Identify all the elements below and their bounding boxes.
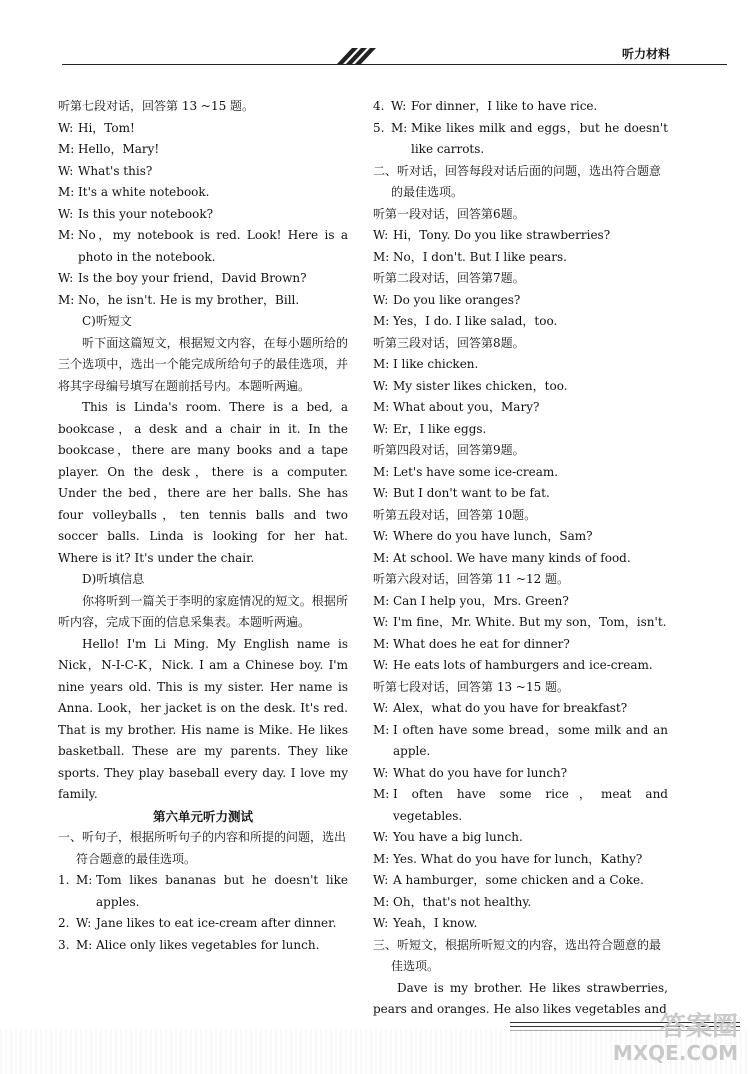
item-text: Jane likes to eat ice-cream after dinner.	[96, 916, 337, 930]
speaker-label: W:	[373, 421, 389, 436]
dialogue-text: What do you have for lunch?	[393, 765, 568, 780]
speaker-label: M:	[76, 873, 93, 887]
speaker-label: M:	[373, 357, 390, 371]
speaker-label: W:	[373, 292, 389, 307]
left-column	[58, 96, 348, 956]
dialogue-text: Hi，Tony. Do you like strawberries?	[393, 228, 611, 242]
dialogue-text: Hello，Mary!	[78, 142, 160, 156]
speaker-label: W:	[373, 830, 389, 844]
item-number: 3.	[58, 937, 70, 952]
paragraph: 你将听到一篇关于李明的家庭情况的短文。根据所听内容，完成下面的信息采集表。本题听两遍。	[58, 593, 348, 629]
dialogue-line	[58, 225, 348, 268]
speaker-label: W:	[373, 486, 389, 500]
right-column	[373, 96, 668, 1021]
numbered-item	[58, 870, 348, 913]
speaker-label: M:	[373, 636, 390, 651]
dialogue-line	[373, 225, 668, 247]
dialogue-line	[373, 892, 668, 914]
paragraph: Dave is my brother. He likes strawberries, pears and oranges. He also likes vegetables and	[373, 980, 668, 1016]
section-heading: 二、听对话，回答每段对话后面的问题，选出符合题意的最佳选项。	[373, 163, 662, 199]
speaker-label: M:	[373, 593, 390, 608]
speaker-label: W:	[391, 99, 407, 113]
speaker-label: M:	[373, 851, 390, 866]
section-instruction: 听第一段对话，回答第6题。	[373, 206, 525, 221]
page-section-title: 听力材料	[622, 47, 671, 61]
dialogue-line	[58, 204, 348, 226]
section-instruction: 听第三段对话，回答第8题。	[373, 335, 525, 350]
dialogue-text: I'm fine，Mr. White. But my son，Tom，isn't.	[393, 615, 667, 629]
dialogue-line	[373, 763, 668, 785]
dialogue-text: Where do you have lunch，Sam?	[393, 529, 593, 543]
dialogue-text: Hi，Tom!	[78, 120, 135, 135]
dialogue-text: Yes，I do. I like salad，too.	[393, 314, 558, 328]
section-instruction: 听第四段对话，回答第9题。	[373, 443, 525, 457]
item-number: 5.	[373, 120, 385, 135]
paragraph: Hello! I'm Li Ming. My English name is Nick，N-I-C-K，Nick. I am a Chinese boy. I'm nine years old. This is my sister. Her name is Anna. Look，her jacket is on the desk. It's red. That is my brother. His name is Mike. He likes basketball. These are my parents. They like sports. They play baseball every day. I love my family.	[58, 636, 348, 801]
watermark-logo	[613, 1014, 738, 1066]
speaker-label: M:	[58, 142, 75, 156]
item-text: Alice only likes vegetables for lunch.	[96, 937, 320, 952]
speaker-label: W:	[373, 529, 389, 543]
dialogue-line	[373, 548, 668, 570]
dialogue-line	[373, 419, 668, 441]
speaker-label: M:	[373, 787, 390, 801]
dialogue-line	[373, 397, 668, 419]
speaker-label: W:	[58, 206, 74, 221]
paragraph: This is Linda's room. There is a bed, a bookcase，a desk and a chair in it. In the bookcase，there are many books and a tape player. On the desk，there is a computer. Under the bed，there are her balls. She has four volleyballs，ten tennis balls and two soccer balls. Linda is looking for her hat. Where is it? It's under the chair.	[58, 400, 348, 565]
item-text: For dinner，I like to have rice.	[411, 99, 598, 113]
speaker-label: W:	[373, 658, 389, 672]
section-instruction: 听第六段对话，回答第 11 ~12 题。	[373, 572, 570, 586]
speaker-label: M:	[373, 464, 390, 479]
dialogue-text: Alex，what do you have for breakfast?	[393, 701, 628, 715]
dialogue-text: Yes. What do you have for lunch，Kathy?	[393, 851, 643, 866]
watermark-line2: MXQE.COM	[612, 1041, 738, 1065]
watermark-line1: 答案圈	[659, 1012, 738, 1042]
speaker-label: M:	[58, 228, 75, 242]
dialogue-text: A hamburger，some chicken and a Coke.	[393, 873, 644, 887]
dialogue-line	[58, 118, 348, 140]
dialogue-line	[373, 698, 668, 720]
dialogue-line	[373, 784, 668, 827]
speaker-label: M:	[391, 120, 408, 135]
dialogue-text: Do you like oranges?	[393, 292, 521, 307]
dialogue-line	[58, 268, 348, 290]
speaker-label: W:	[58, 120, 74, 135]
item-text: Mike likes milk and eggs，but he doesn't like carrots.	[411, 120, 668, 156]
dialogue-text: Is the boy your friend，David Brown?	[78, 271, 307, 285]
numbered-item	[373, 118, 668, 161]
dialogue-line	[373, 462, 668, 484]
dialogue-text: What about you，Mary?	[393, 400, 540, 414]
dialogue-line	[373, 849, 668, 871]
dialogue-text: I often have some rice，meat and vegetables.	[393, 787, 668, 823]
speaker-label: W:	[373, 873, 389, 887]
dialogue-text: No，he isn't. He is my brother，Bill.	[78, 292, 300, 307]
header-rule	[62, 64, 727, 65]
speaker-label: M:	[373, 400, 390, 414]
dialogue-line	[373, 634, 668, 656]
numbered-item	[58, 935, 348, 957]
section-instruction: 听第七段对话，回答第 13 ~15 题。	[58, 99, 255, 113]
speaker-label: M:	[373, 550, 390, 565]
numbered-item	[373, 96, 668, 118]
item-number: 4.	[373, 99, 385, 113]
dialogue-text: Er，I like eggs.	[393, 421, 487, 436]
dialogue-text: My sister likes chicken，too.	[393, 378, 568, 393]
speaker-label: M:	[58, 292, 75, 307]
speaker-label: W:	[373, 378, 389, 393]
dialogue-line	[373, 526, 668, 548]
dialogue-line	[373, 655, 668, 677]
dialogue-text: I often have some bread，some milk and an apple.	[393, 722, 668, 758]
dialogue-text: Oh，that's not healthy.	[393, 894, 532, 909]
dialogue-text: At school. We have many kinds of food.	[393, 550, 631, 565]
dialogue-line	[373, 870, 668, 892]
dialogue-line	[373, 483, 668, 505]
dialogue-text: I like chicken.	[393, 357, 479, 371]
dialogue-line	[373, 354, 668, 376]
speaker-label: M:	[373, 249, 390, 264]
paragraph: C)听短文	[82, 314, 132, 328]
dialogue-line	[58, 182, 348, 204]
section-instruction: 听第二段对话，回答第7题。	[373, 271, 525, 285]
speaker-label: W:	[373, 615, 389, 629]
dialogue-text: But I don't want to be fat.	[393, 486, 550, 500]
speaker-label: W:	[373, 228, 389, 242]
dialogue-text: Let's have some ice-cream.	[393, 464, 559, 479]
dialogue-text: You have a big lunch.	[393, 830, 523, 844]
speaker-label: M:	[373, 894, 390, 909]
dialogue-line	[373, 290, 668, 312]
dialogue-line	[58, 139, 348, 161]
section-instruction: 听第五段对话，回答第 10题。	[373, 507, 537, 522]
paragraph: D)听填信息	[82, 572, 145, 586]
speaker-label: M:	[373, 314, 390, 328]
numbered-item	[58, 913, 348, 935]
speaker-label: W:	[373, 916, 389, 930]
dialogue-text: Can I help you，Mrs. Green?	[393, 593, 569, 608]
dialogue-text: He eats lots of hamburgers and ice-cream.	[393, 658, 653, 672]
dialogue-text: No，my notebook is red. Look! Here is a photo in the notebook.	[78, 228, 348, 264]
speaker-label: W:	[373, 701, 389, 715]
dialogue-line	[373, 913, 668, 935]
dialogue-line	[58, 161, 348, 183]
section-heading: 三、听短文，根据所听短文的内容，选出符合题意的最佳选项。	[373, 937, 662, 973]
speaker-label: M:	[58, 185, 75, 199]
speaker-label: W:	[58, 271, 74, 285]
speaker-label: W:	[76, 916, 92, 930]
dialogue-text: What's this?	[78, 163, 153, 178]
section-heading: 一、听句子，根据所听句子的内容和所提的问题，选出符合题意的最佳选项。	[58, 830, 347, 866]
item-number: 2.	[58, 916, 70, 930]
item-number: 1.	[58, 873, 70, 887]
speaker-label: W:	[373, 765, 389, 780]
section-instruction: 听第七段对话，回答第 13 ~15 题。	[373, 679, 570, 694]
dialogue-text: Is this your notebook?	[78, 206, 214, 221]
paragraph: 听下面这篇短文，根据短文内容，在每小题所给的三个选项中，选出一个能完成所给句子的最佳选项，并将其字母编号填写在题前括号内。本题听两遍。	[58, 335, 348, 393]
item-text: Tom likes bananas but he doesn't like apples.	[96, 873, 348, 909]
dialogue-line	[373, 827, 668, 849]
speaker-label: W:	[58, 163, 74, 178]
dialogue-line	[58, 290, 348, 312]
dialogue-line	[373, 376, 668, 398]
dialogue-text: Yeah，I know.	[393, 916, 478, 930]
speaker-label: M:	[373, 722, 390, 737]
dialogue-line	[373, 720, 668, 763]
dialogue-line	[373, 612, 668, 634]
dialogue-line	[373, 247, 668, 269]
dialogue-text: It's a white notebook.	[78, 185, 210, 199]
speaker-label: M:	[76, 937, 93, 952]
dialogue-line	[373, 311, 668, 333]
unit-title: 第六单元听力测试	[152, 808, 253, 824]
dialogue-text: What does he eat for dinner?	[393, 636, 570, 651]
dialogue-line	[373, 591, 668, 613]
dialogue-text: No，I don't. But I like pears.	[393, 249, 567, 264]
